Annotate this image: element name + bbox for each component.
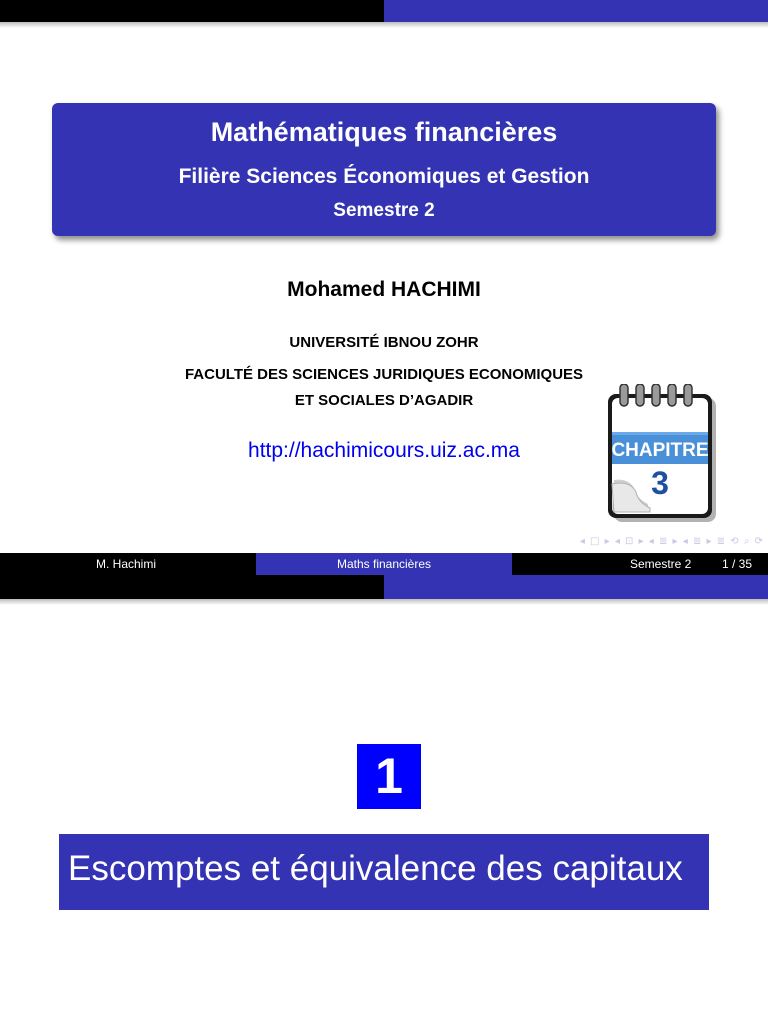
- section-number: 1: [357, 744, 421, 809]
- beamer-navigation-icons[interactable]: ◂ □ ▸ ◂ ⊡ ▸ ◂ ≣ ▸ ◂ ≣ ▸ ≣ ⟲ ⌕ ⟳: [579, 536, 764, 547]
- footer-course-cell: [256, 553, 512, 575]
- course-url-link[interactable]: http://hachimicours.uiz.ac.ma: [248, 439, 520, 462]
- footer-page-number: 1 / 35: [722, 557, 753, 571]
- header-bar-left-2: [0, 575, 384, 599]
- slide-subtitle: Filière Sciences Économiques et Gestion: [178, 165, 590, 188]
- chapter-badge-icon: [606, 384, 718, 524]
- badge-number: 3: [651, 465, 669, 501]
- header-bar-right-2: [384, 575, 768, 599]
- footer-course: Maths financières: [336, 557, 432, 571]
- title-block: [52, 103, 716, 236]
- slide-title: Mathématiques financières: [210, 117, 558, 147]
- faculty-line-2: ET SOCIALES D’AGADIR: [294, 392, 474, 409]
- university-name: UNIVERSITÉ IBNOU ZOHR: [289, 334, 479, 351]
- footer-semester-cell: [512, 553, 768, 575]
- footer-author-cell: [0, 553, 256, 575]
- footer-author: M. Hachimi: [96, 557, 157, 571]
- header-bar-right: [384, 0, 768, 22]
- badge-label: CHAPITRE: [611, 440, 709, 461]
- header-bar-left: [0, 0, 384, 22]
- faculty-line-1: FACULTÉ DES SCIENCES JURIDIQUES ECONOMIQUES: [184, 366, 584, 383]
- author-name: Mohamed HACHIMI: [287, 278, 481, 301]
- header-shadow: [0, 22, 768, 28]
- slide-semester: Semestre 2: [333, 200, 435, 221]
- footer-semester: Semestre 2: [630, 557, 692, 571]
- section-title: Escomptes et équivalence des capitaux: [59, 834, 709, 910]
- header-shadow-2: [0, 599, 768, 605]
